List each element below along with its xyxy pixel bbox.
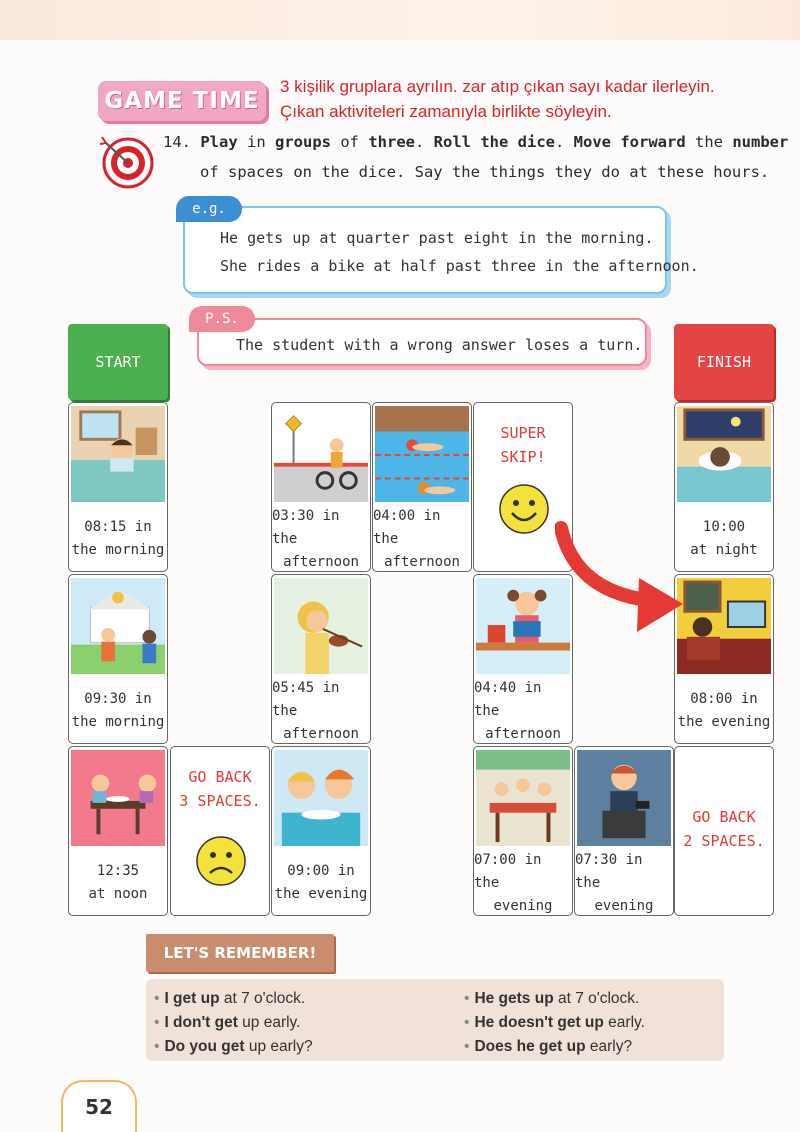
tile-period: at night bbox=[690, 542, 758, 558]
remember-rest: at 7 o'clock. bbox=[553, 990, 640, 1007]
special-line: 2 SPACES. bbox=[683, 832, 765, 850]
target-icon bbox=[98, 133, 154, 189]
task-word: groups bbox=[275, 133, 331, 151]
board-tile bbox=[68, 402, 168, 572]
remember-line: • He doesn't get up early. bbox=[464, 1014, 645, 1031]
task-line-1 bbox=[163, 133, 788, 151]
tile-period: the morning bbox=[71, 714, 165, 730]
tile-time: 12:35 bbox=[96, 863, 140, 879]
remember-rest: at 7 o'clock. bbox=[219, 990, 306, 1007]
remember-bold: He gets up bbox=[474, 990, 554, 1007]
task-word: three bbox=[368, 133, 415, 151]
remember-line: • I don't get up early. bbox=[154, 1014, 301, 1031]
curved-arrow-icon bbox=[555, 520, 690, 645]
special-line: SUPER bbox=[500, 424, 546, 442]
tile-time: 03:30 in the bbox=[272, 507, 340, 547]
kids-school-picture bbox=[71, 577, 165, 675]
board-tile bbox=[271, 402, 371, 572]
tile-time: 07:30 in the bbox=[575, 851, 643, 891]
tile-time: 09:00 in bbox=[287, 863, 355, 879]
board-tile bbox=[372, 402, 472, 572]
tile-time: 04:40 in the bbox=[474, 679, 542, 719]
remember-rest: up early? bbox=[244, 1038, 313, 1055]
task-text: in bbox=[237, 133, 275, 151]
game-time-badge: GAME TIME bbox=[98, 81, 266, 121]
task-text: . bbox=[555, 133, 574, 151]
turkish-instruction-line-1: 3 kişilik gruplara ayrılın. zar atıp çıkan sayı kadar ilerleyin. bbox=[280, 77, 715, 96]
tile-period: at noon bbox=[88, 886, 148, 902]
happy-face-icon bbox=[498, 483, 550, 535]
remember-bold: Does he get up bbox=[474, 1038, 586, 1055]
turkish-instruction-line-2: Çıkan aktiviteleri zamanıyla birlikte söyleyin. bbox=[280, 102, 612, 121]
page-number: 52 bbox=[61, 1080, 137, 1132]
task-number: 14. bbox=[163, 133, 191, 151]
tile-time: 05:45 in the bbox=[272, 679, 340, 719]
tile-time: 08:00 in bbox=[690, 691, 758, 707]
tile-period: afternoon bbox=[283, 553, 359, 570]
remember-bold: He doesn't get up bbox=[474, 1014, 604, 1031]
tile-time: 04:00 in the bbox=[373, 507, 441, 547]
go-back-2-tile bbox=[674, 746, 774, 916]
remember-line: • Do you get up early? bbox=[154, 1038, 313, 1055]
special-line: SKIP! bbox=[500, 448, 546, 466]
bike-picture bbox=[274, 405, 368, 503]
violin-picture bbox=[274, 577, 368, 675]
gaming-picture bbox=[577, 749, 671, 847]
board-tile bbox=[68, 574, 168, 744]
finish-tile: FINISH bbox=[674, 324, 774, 400]
tile-period: afternoon bbox=[384, 553, 460, 570]
board-tile bbox=[271, 746, 371, 916]
tile-period: the evening bbox=[677, 714, 771, 730]
tile-time: 08:15 in bbox=[84, 519, 152, 535]
tile-time: 09:30 in bbox=[84, 691, 152, 707]
ps-text: The student with a wrong answer loses a turn. bbox=[236, 336, 643, 354]
watching-tv-picture bbox=[677, 577, 771, 675]
task-word: Roll the dice bbox=[433, 133, 555, 151]
example-line-1: He gets up at quarter past eight in the morning. bbox=[220, 229, 654, 247]
brushing-teeth-picture bbox=[274, 749, 368, 847]
tile-period: evening bbox=[594, 897, 654, 914]
remember-rest: early? bbox=[585, 1038, 633, 1055]
remember-line: • He gets up at 7 o'clock. bbox=[464, 990, 640, 1007]
remember-line: • I get up at 7 o'clock. bbox=[154, 990, 306, 1007]
board-tile bbox=[68, 746, 168, 916]
remember-bold: I get up bbox=[164, 990, 220, 1007]
start-tile: START bbox=[68, 324, 168, 400]
remember-line: • Does he get up early? bbox=[464, 1038, 633, 1055]
tile-period: afternoon bbox=[283, 725, 359, 742]
special-line: GO BACK bbox=[188, 768, 252, 786]
example-line-2: She rides a bike at half past three in the afternoon. bbox=[220, 257, 699, 275]
boy-waking-picture bbox=[71, 405, 165, 503]
sleeping-picture bbox=[677, 405, 771, 503]
remember-bold: Do you get bbox=[164, 1038, 245, 1055]
task-text: the bbox=[685, 133, 733, 151]
tile-period: the morning bbox=[71, 542, 165, 558]
task-text: . bbox=[415, 133, 434, 151]
task-word: number bbox=[732, 133, 789, 151]
task-text: of bbox=[331, 133, 369, 151]
ps-tag: P.S. bbox=[189, 306, 255, 332]
tile-period: evening bbox=[493, 897, 553, 914]
task-line-2: of spaces on the dice. Say the things they do at these hours. bbox=[200, 163, 770, 181]
task-word: Play bbox=[200, 133, 238, 151]
sad-face-icon bbox=[195, 835, 247, 887]
lets-remember-tag: LET'S REMEMBER! bbox=[146, 934, 334, 972]
special-line: 3 SPACES. bbox=[179, 792, 261, 810]
task-word: Move forward bbox=[573, 133, 686, 151]
tile-time: 10:00 bbox=[702, 519, 746, 535]
top-decoration-band bbox=[0, 0, 800, 40]
go-back-3-tile bbox=[170, 746, 270, 916]
remember-rest: early. bbox=[603, 1014, 645, 1031]
family-dinner-picture bbox=[476, 749, 570, 847]
remember-bold: I don't get bbox=[164, 1014, 238, 1031]
example-tag: e.g. bbox=[176, 196, 242, 222]
board-tile bbox=[574, 746, 674, 916]
board-tile bbox=[271, 574, 371, 744]
swimming-picture bbox=[375, 405, 469, 503]
tile-period: the evening bbox=[274, 886, 368, 902]
example-box bbox=[183, 206, 667, 294]
tile-time: 07:00 in the bbox=[474, 851, 542, 891]
tile-period: afternoon bbox=[485, 725, 561, 742]
lunch-picture bbox=[71, 749, 165, 847]
board-tile bbox=[473, 746, 573, 916]
remember-rest: up early. bbox=[237, 1014, 301, 1031]
special-line: GO BACK bbox=[692, 808, 756, 826]
